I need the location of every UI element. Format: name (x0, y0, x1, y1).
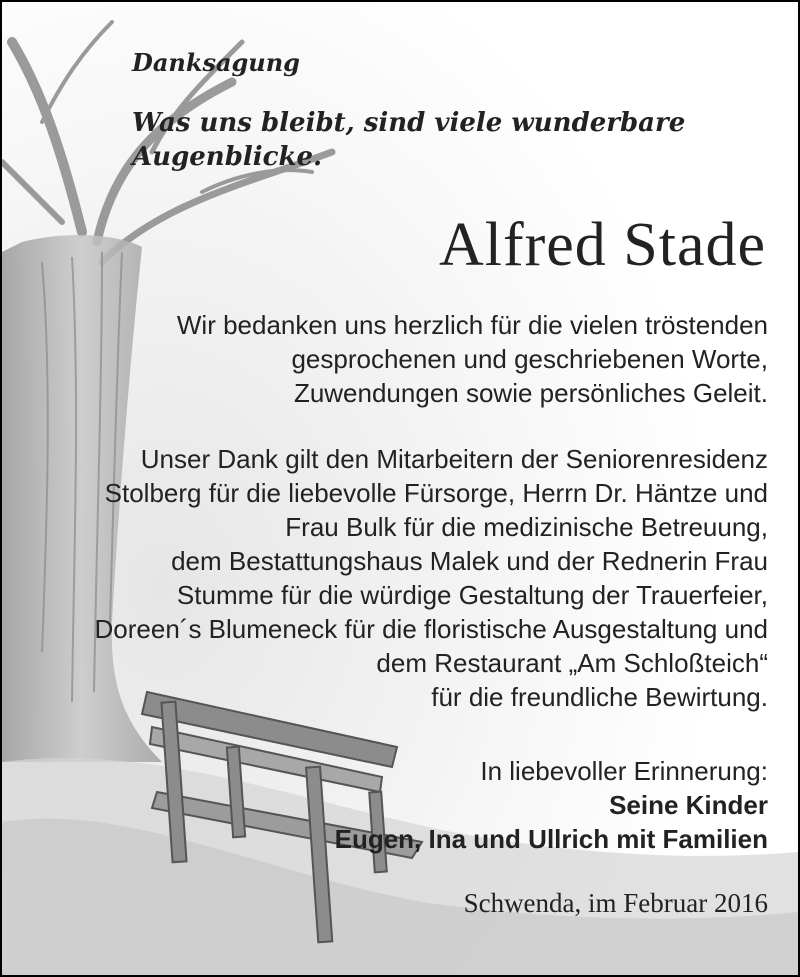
signature-children: Seine Kinder (609, 790, 768, 820)
thanks-paragraph-1: Wir bedanken uns herzlich für die vielen tröstenden gesprochenen und geschriebenen Worte, Zuwendungen sowie persönliches Geleit. (176, 310, 768, 408)
motto: Was uns bleibt, sind viele wunderbare Augenblicke. (132, 108, 686, 172)
deceased-name: Alfred Stade (438, 211, 766, 279)
signature-families: Eugen, Ina und Ullrich mit Familien (334, 824, 768, 854)
header-label: Danksagung (132, 48, 300, 77)
place-date: Schwenda, im Februar 2016 (463, 888, 768, 918)
thanks-paragraph-2: Unser Dank gilt den Mitarbeitern der Seniorenresidenz Stolberg für die liebevolle Fürsorge, Herrn Dr. Häntze und Frau Bulk für die medizinische Betreuung, dem Bestattungshaus Malek und der Rednerin Frau Stumme für die würdige Gestaltung der Trauerfeier, Doreen´s Blumeneck für die floristische Ausgestaltung und dem Restaurant „Am Schloßteich“ für die freundliche Bewirtung. (94, 444, 768, 712)
closing-block (335, 754, 768, 856)
closing-line: In liebevoller Erinnerung: (480, 756, 768, 786)
